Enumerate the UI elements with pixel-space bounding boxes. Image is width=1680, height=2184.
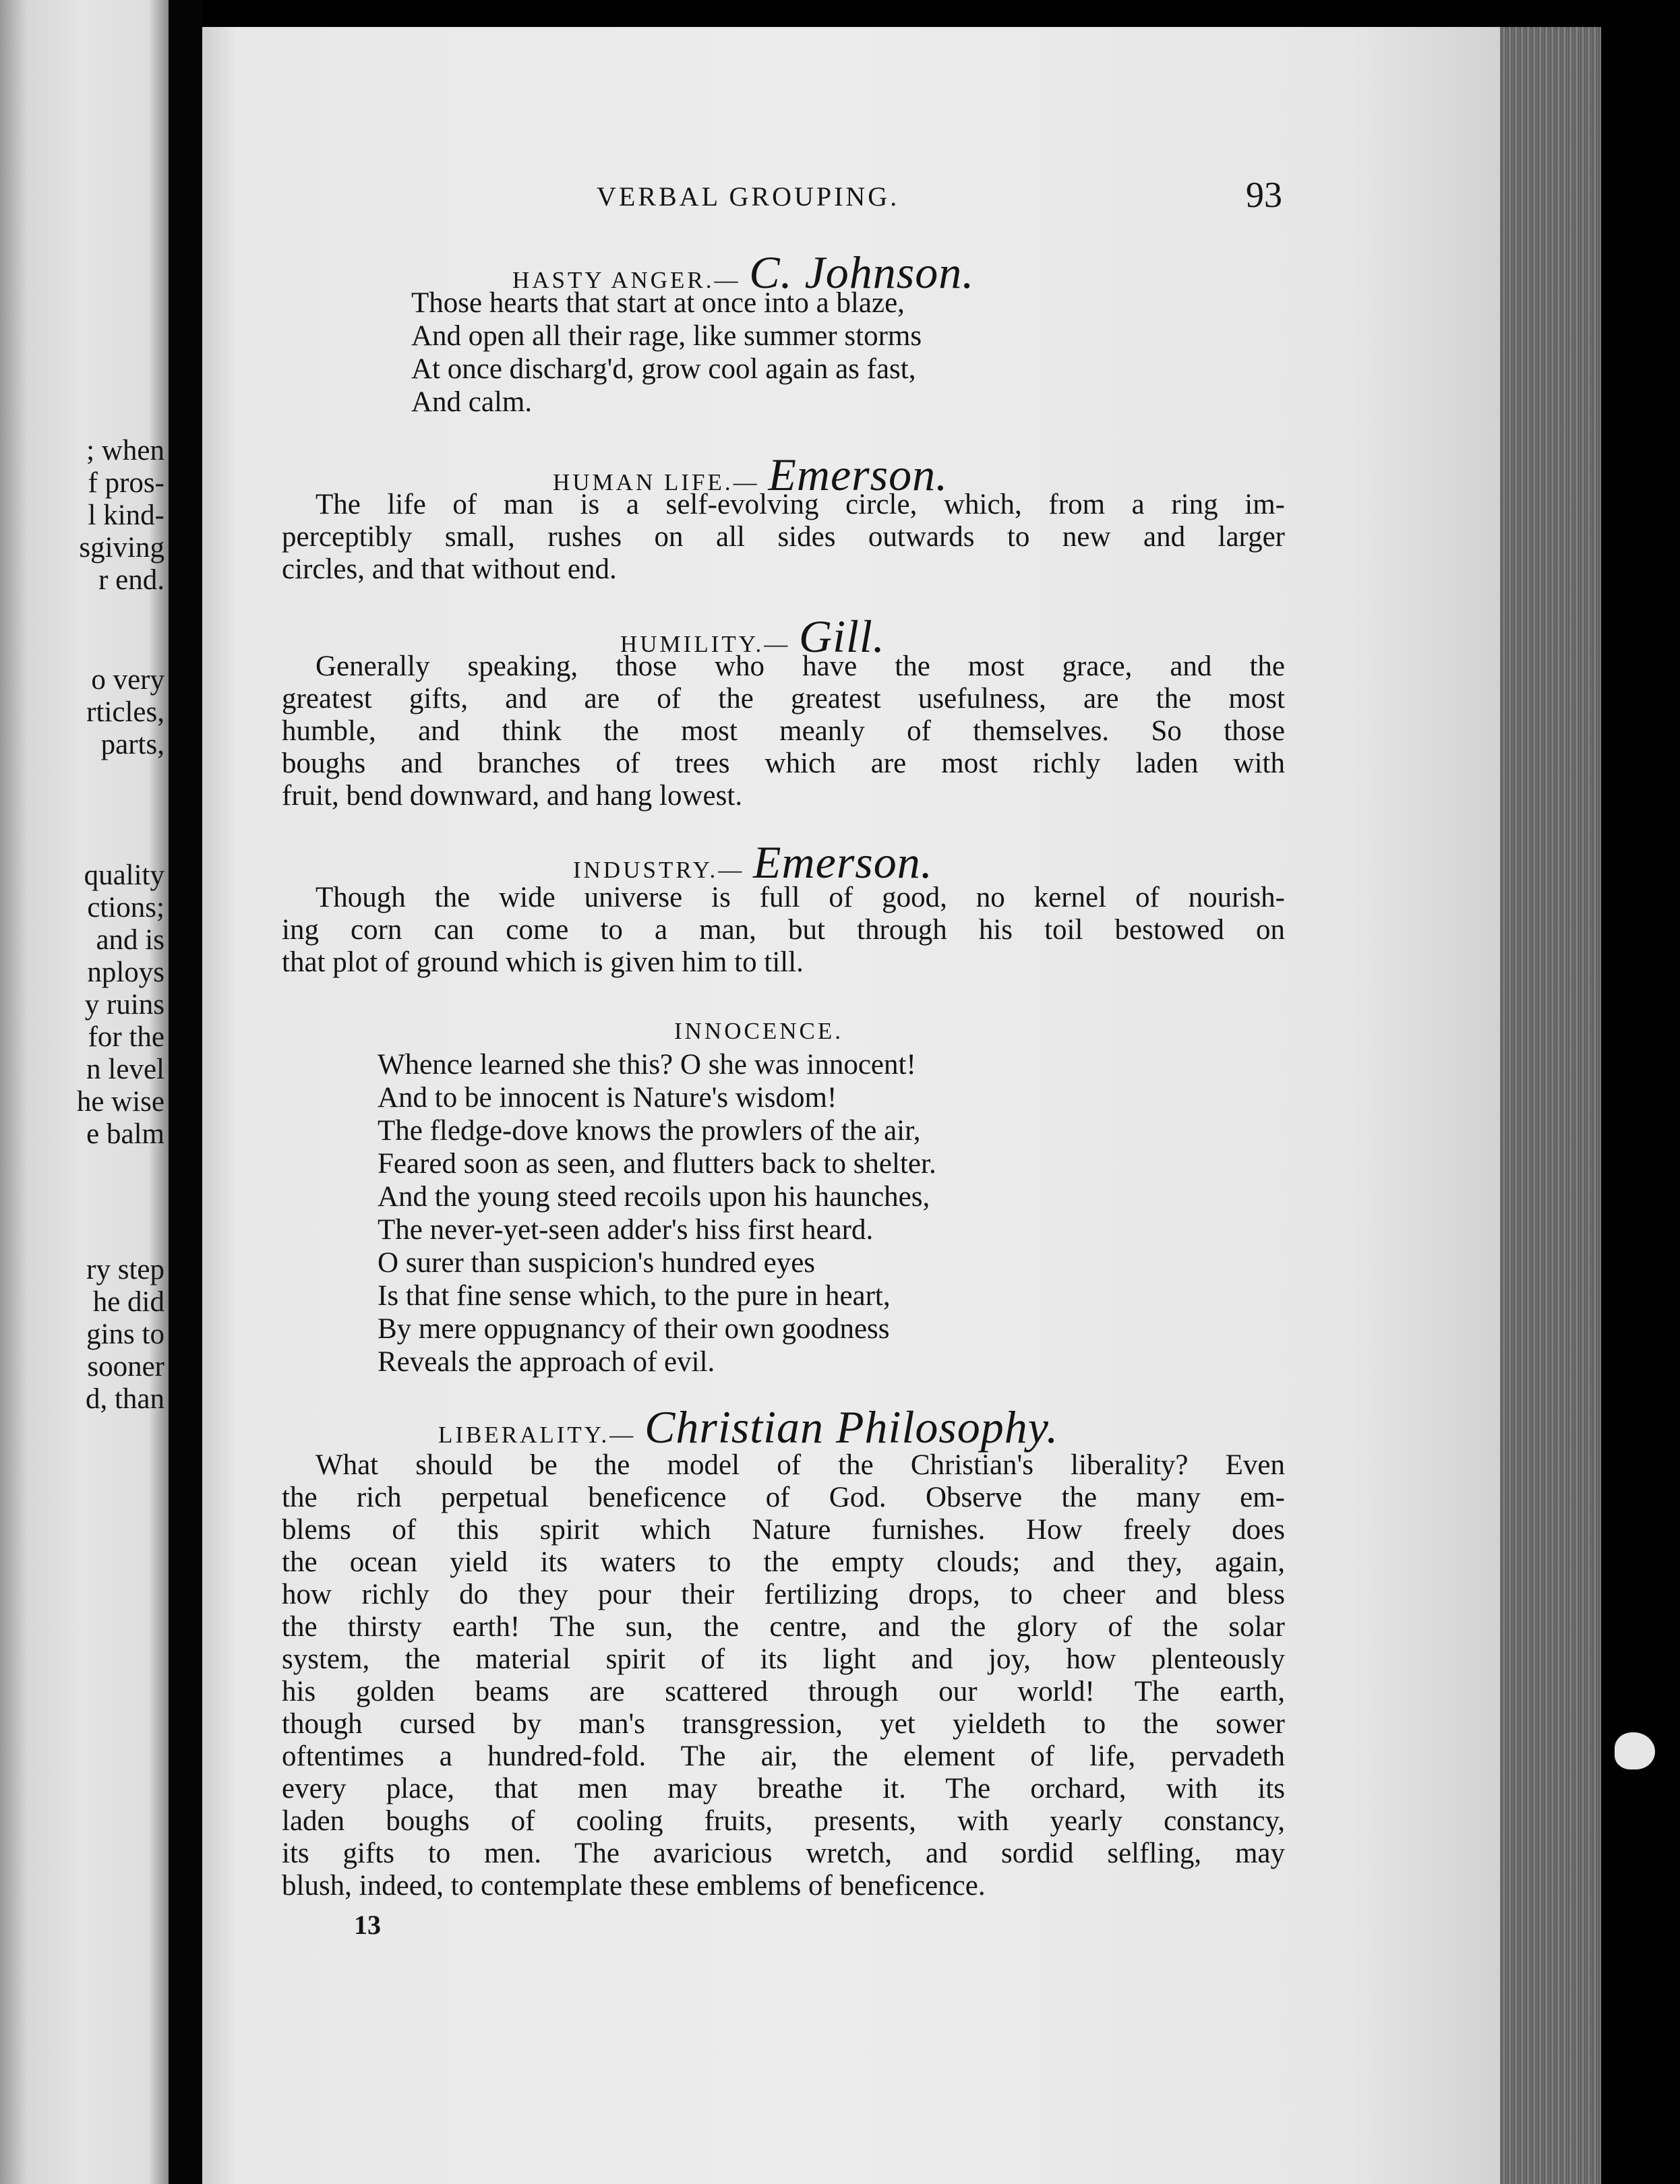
section-title: HASTY ANGER.— xyxy=(512,267,741,293)
facing-page-line: ; when xyxy=(86,435,164,466)
facing-page-line: r end. xyxy=(98,564,164,596)
text-line: What should be the model of the Christian's liberality? Even xyxy=(316,1449,1285,1481)
section-author: Emerson. xyxy=(753,837,933,888)
paper-blot xyxy=(1615,1732,1655,1769)
text-line: system, the material spirit of its light and joy, how plenteously xyxy=(282,1643,1285,1675)
text-line: The life of man is a self-evolving circle, which, from a ring im- xyxy=(316,489,1285,520)
facing-page-line: e balm xyxy=(86,1118,164,1150)
running-head: VERBAL GROUPING. xyxy=(597,181,900,212)
text-line: how richly do they pour their fertilizing drops, to cheer and bless xyxy=(282,1579,1285,1610)
facing-page-line: d, than xyxy=(85,1383,164,1415)
section-title: LIBERALITY.— xyxy=(438,1422,636,1448)
book-gutter xyxy=(169,0,202,2184)
section-author: Emerson. xyxy=(768,449,949,500)
verse-line: O surer than suspicion's hundred eyes xyxy=(378,1247,816,1279)
text-line: fruit, bend downward, and hang lowest. xyxy=(282,780,743,812)
verse-line: And the young steed recoils upon his haunches, xyxy=(378,1181,930,1213)
section-author: Gill. xyxy=(799,611,885,662)
verse-line: The never-yet-seen adder's hiss first heard. xyxy=(378,1214,874,1246)
text-line: Though the wide universe is full of good, no kernel of nourish- xyxy=(316,882,1285,913)
facing-page-line: f pros- xyxy=(88,467,164,499)
facing-page-line: ctions; xyxy=(87,892,164,923)
facing-page-line: n level xyxy=(86,1054,164,1085)
facing-page-line: he did xyxy=(92,1286,164,1318)
section-title: HUMILITY.— xyxy=(620,631,791,657)
text-line: circles, and that without end. xyxy=(282,553,617,585)
section-title: HUMAN LIFE.— xyxy=(553,469,760,495)
section-heading-liberality xyxy=(438,1401,1058,1454)
facing-page-fragment xyxy=(0,0,169,2184)
facing-page-line: gins to xyxy=(86,1318,164,1350)
facing-page-line: quality xyxy=(84,859,164,891)
paragraph-liberality xyxy=(282,1449,1285,1902)
text-line: its gifts to men. The avaricious wretch, and sordid selfling, may xyxy=(282,1838,1285,1869)
text-line: Generally speaking, those who have the most grace, and the xyxy=(316,650,1285,682)
facing-page-line: y ruins xyxy=(84,989,164,1021)
verse-line: Whence learned she this? O she was innocent! xyxy=(378,1049,916,1081)
verse-line: And calm. xyxy=(411,386,533,418)
verse-line: Is that fine sense which, to the pure in heart, xyxy=(378,1280,891,1312)
signature-mark: 13 xyxy=(354,1910,381,1940)
verse-line: Feared soon as seen, and flutters back to shelter. xyxy=(378,1148,936,1180)
facing-page-line: ry step xyxy=(86,1254,164,1285)
facing-page-line: o very xyxy=(91,664,164,696)
facing-page-line: sooner xyxy=(87,1351,164,1383)
text-line: every place, that men may breathe it. The orchard, with its xyxy=(282,1773,1285,1804)
facing-page-line: for the xyxy=(88,1021,164,1053)
text-line: the rich perpetual beneficence of God. Observe the many em- xyxy=(282,1482,1285,1513)
text-line: boughs and branches of trees which are most richly laden with xyxy=(282,748,1285,779)
text-line: ing corn can come to a man, but through his toil bestowed on xyxy=(282,914,1285,946)
verse-line: Reveals the approach of evil. xyxy=(378,1346,715,1378)
text-line: though cursed by man's transgression, yet yieldeth to the sower xyxy=(282,1708,1285,1740)
section-title: INNOCENCE. xyxy=(674,1018,843,1044)
verse-line: At once discharg'd, grow cool again as fast, xyxy=(411,353,916,385)
facing-page-line: rticles, xyxy=(86,696,164,728)
verse-line: Those hearts that start at once into a blaze, xyxy=(411,287,905,319)
verse-line: By mere oppugnancy of their own goodness xyxy=(378,1313,890,1345)
facing-page-line: and is xyxy=(96,924,164,956)
text-line: oftentimes a hundred-fold. The air, the element of life, pervadeth xyxy=(282,1740,1285,1772)
facing-page-line: parts, xyxy=(100,729,164,760)
text-line: perceptibly small, rushes on all sides outwards to new and larger xyxy=(282,521,1285,553)
text-line: that plot of ground which is given him to till. xyxy=(282,946,804,978)
verse-line: The fledge-dove knows the prowlers of the air, xyxy=(378,1115,921,1147)
facing-page-line: he wise xyxy=(76,1086,164,1118)
section-author: C. Johnson. xyxy=(749,247,975,298)
section-author: Christian Philosophy. xyxy=(644,1401,1059,1453)
facing-page-line: nploys xyxy=(87,957,164,988)
paragraph-industry xyxy=(282,882,1285,979)
text-line: the ocean yield its waters to the empty clouds; and they, again, xyxy=(282,1546,1285,1578)
facing-page-line: l kind- xyxy=(88,499,164,531)
page-number: 93 xyxy=(1246,175,1282,215)
text-line: greatest gifts, and are of the greatest usefulness, are the most xyxy=(282,683,1285,715)
book-fore-edge xyxy=(1500,27,1601,2184)
paragraph-human-life xyxy=(282,489,1285,586)
text-line: blush, indeed, to contemplate these emblems of beneficence. xyxy=(282,1870,986,1902)
verse-block-hasty-anger xyxy=(411,286,922,419)
text-line: laden boughs of cooling fruits, presents, with yearly constancy, xyxy=(282,1805,1285,1837)
text-line: humble, and think the most meanly of themselves. So those xyxy=(282,715,1285,747)
verse-line: And to be innocent is Nature's wisdom! xyxy=(378,1082,837,1114)
text-line: blems of this spirit which Nature furnishes. How freely does xyxy=(282,1514,1285,1546)
verse-block-innocence xyxy=(378,1048,936,1378)
paragraph-humility xyxy=(282,650,1285,812)
section-heading-innocence xyxy=(674,1018,843,1045)
verse-line: And open all their rage, like summer storms xyxy=(411,320,922,352)
section-title: INDUSTRY.— xyxy=(573,857,745,883)
facing-page-line: sgiving xyxy=(79,532,164,564)
text-line: his golden beams are scattered through our world! The earth, xyxy=(282,1676,1285,1707)
text-line: the thirsty earth! The sun, the centre, and the glory of the solar xyxy=(282,1611,1285,1643)
